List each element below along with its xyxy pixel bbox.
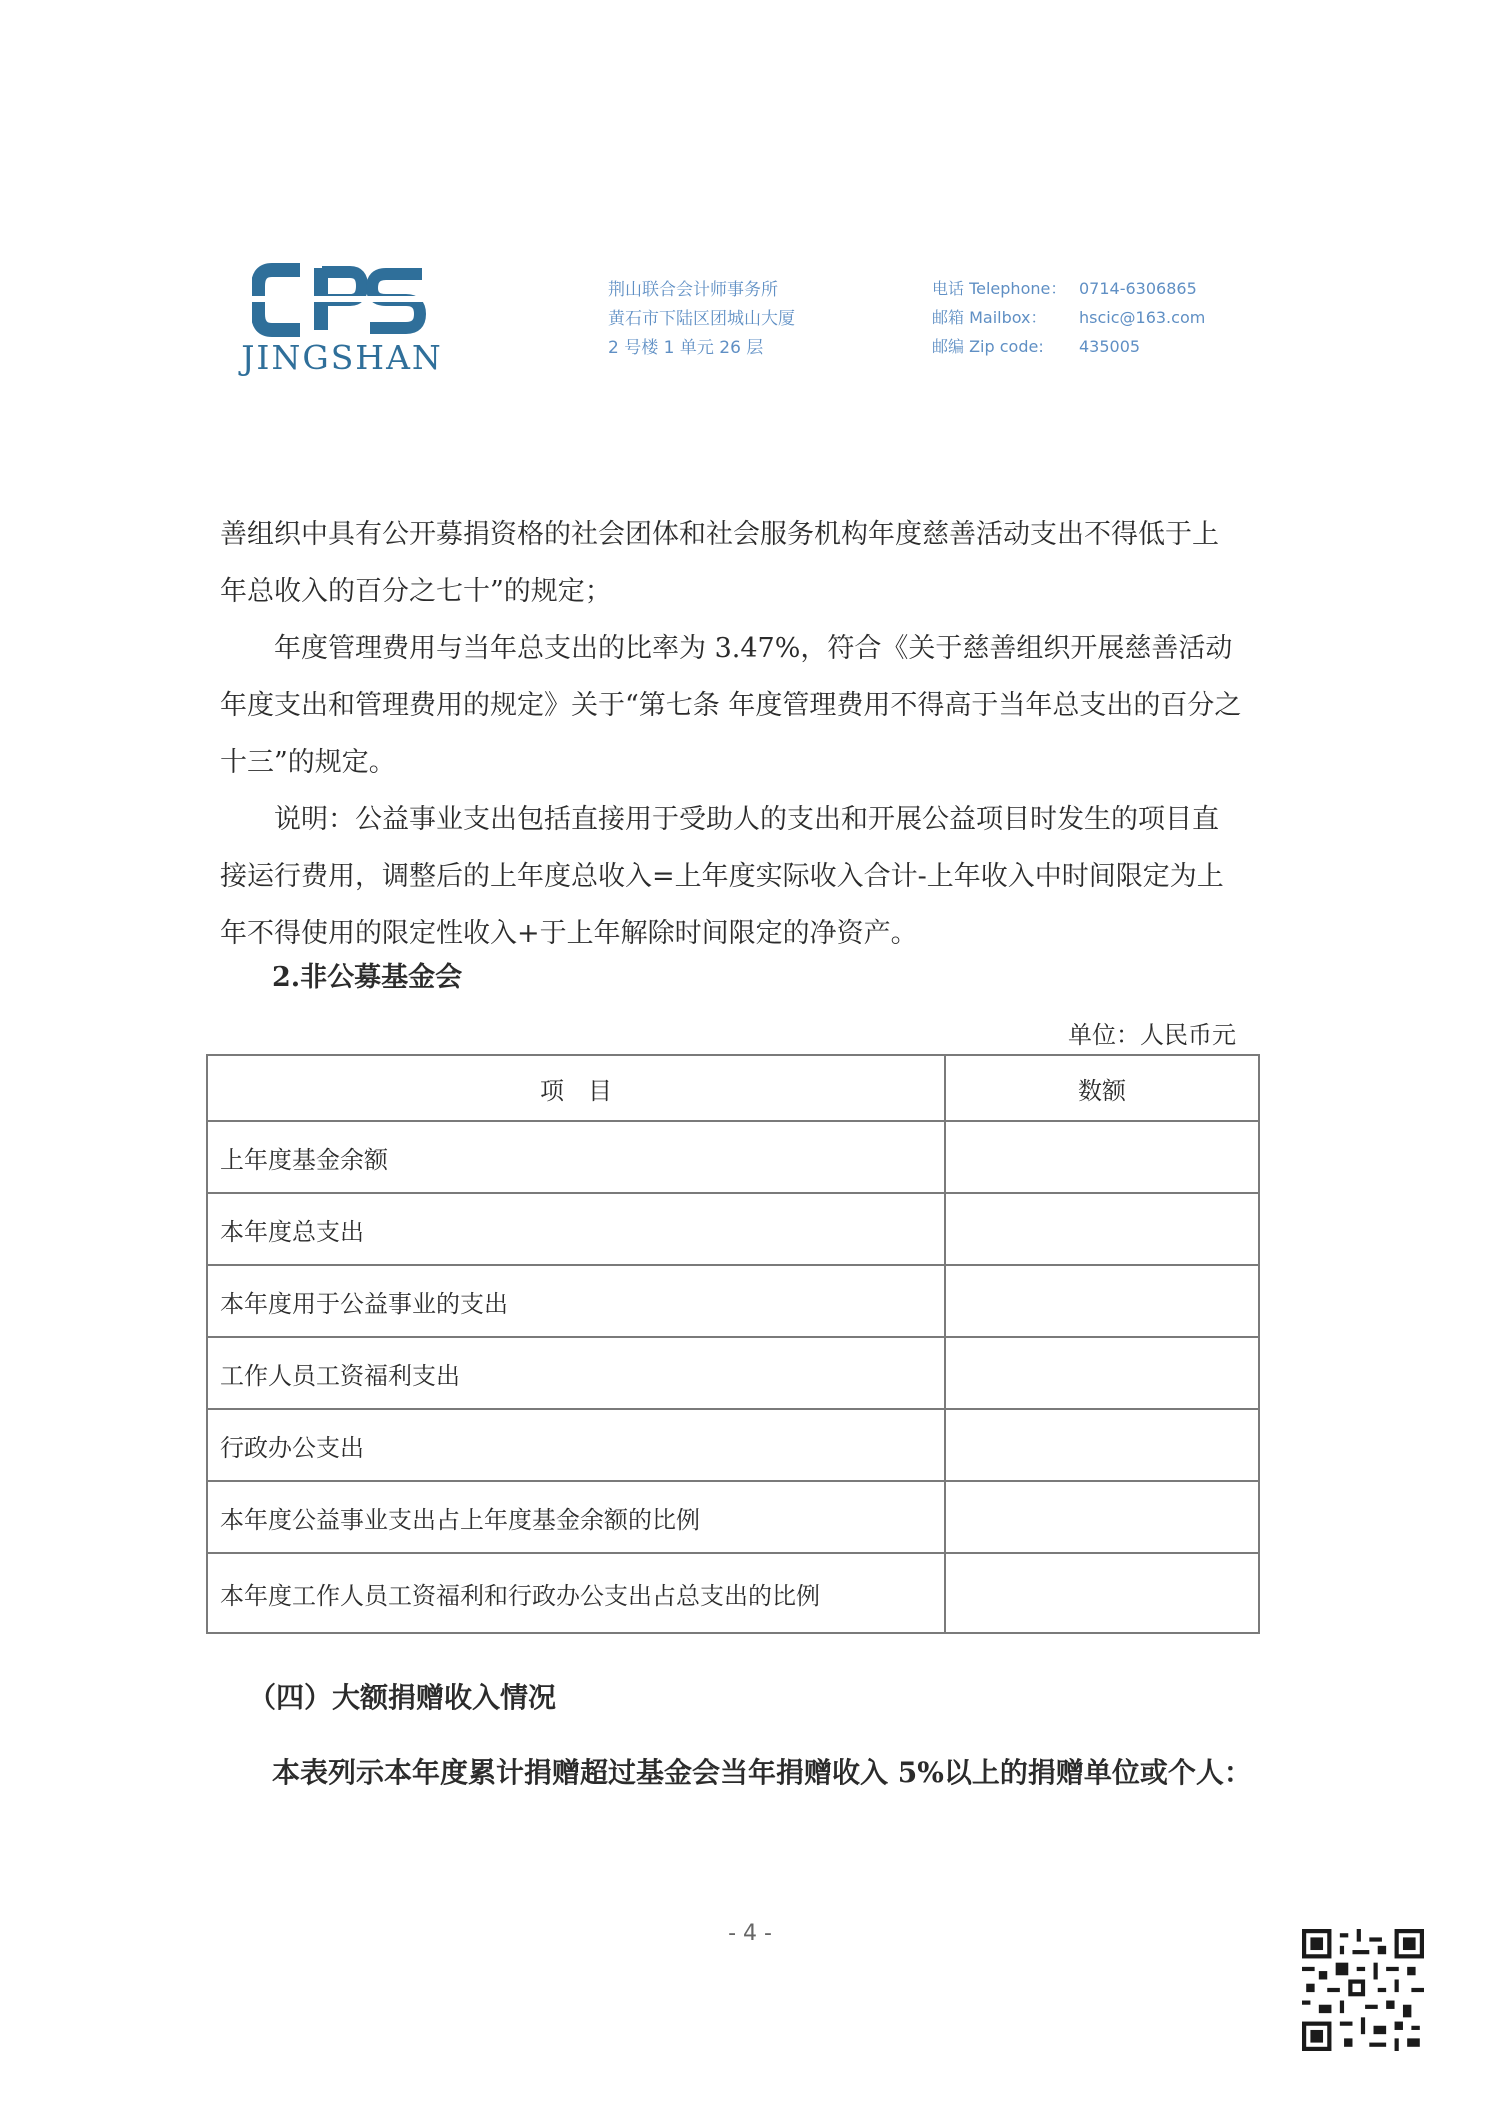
section-intro: 本表列示本年度累计捐赠超过基金会当年捐赠收入 5%以上的捐赠单位或个人： <box>272 1756 1252 1789</box>
firm-address <box>608 276 795 363</box>
column-header-item: 项 目 <box>207 1055 945 1121</box>
contact-value: hscic@163.com <box>1079 308 1206 327</box>
table-row <box>207 1409 1259 1481</box>
paragraph: 善组织中具有公开募捐资格的社会团体和社会服务机构年度慈善活动支出不得低于上年总收入的百分之七十”的规定； <box>220 519 1219 607</box>
unit-label: 单位：人民币元 <box>1068 1021 1236 1049</box>
contact-label: 邮箱 Mailbox： <box>932 308 1047 327</box>
cpa-logo-icon <box>252 262 432 338</box>
row-item: 本年度工作人员工资福利和行政办公支出占总支出的比例 <box>207 1553 945 1633</box>
contact-zip <box>932 332 1205 361</box>
table-row <box>207 1121 1259 1193</box>
table-row <box>207 1481 1259 1553</box>
contact-value: 435005 <box>1079 337 1141 356</box>
cpa-jingshan-logo <box>232 262 452 377</box>
row-item: 行政办公支出 <box>207 1409 945 1481</box>
row-item: 上年度基金余额 <box>207 1121 945 1193</box>
contact-label: 邮编 Zip code: <box>932 337 1044 356</box>
row-amount <box>945 1121 1259 1193</box>
firm-name: 荆山联合会计师事务所 <box>608 280 778 300</box>
row-item: 本年度总支出 <box>207 1193 945 1265</box>
table-row <box>207 1553 1259 1633</box>
paragraph: 年度管理费用与当年总支出的比率为 3.47%，符合《关于慈善组织开展慈善活动年度支出和管理费用的规定》关于“第七条 年度管理费用不得高于当年总支出的百分之十三”的规定。 <box>220 633 1242 778</box>
table-row <box>207 1337 1259 1409</box>
body-text <box>220 506 1242 962</box>
logo-wordmark: JINGSHAN <box>241 338 443 377</box>
row-item: 工作人员工资福利支出 <box>207 1337 945 1409</box>
table-header-row <box>207 1055 1259 1121</box>
row-item: 本年度用于公益事业的支出 <box>207 1265 945 1337</box>
non-public-foundation-table <box>206 1054 1260 1634</box>
row-amount <box>945 1481 1259 1553</box>
page-number: - 4 - <box>728 1921 772 1946</box>
contact-mailbox <box>932 303 1205 332</box>
address-line: 2 号楼 1 单元 26 层 <box>608 338 764 358</box>
address-line: 黄石市下陆区团城山大厦 <box>608 309 795 329</box>
table-row <box>207 1265 1259 1337</box>
contact-value: 0714-6306865 <box>1079 279 1197 298</box>
row-item: 本年度公益事业支出占上年度基金余额的比例 <box>207 1481 945 1553</box>
contact-label: 电话 Telephone： <box>932 279 1067 298</box>
row-amount <box>945 1337 1259 1409</box>
column-header-amount: 数额 <box>945 1055 1259 1121</box>
subsection-heading: 2.非公募基金会 <box>272 962 463 993</box>
contact-telephone <box>932 274 1205 303</box>
row-amount <box>945 1193 1259 1265</box>
contact-block <box>932 274 1205 361</box>
table-row <box>207 1193 1259 1265</box>
section-heading: （四）大额捐赠收入情况 <box>248 1681 557 1714</box>
row-amount <box>945 1409 1259 1481</box>
qr-code-icon <box>1302 1929 1424 2051</box>
paragraph: 说明：公益事业支出包括直接用于受助人的支出和开展公益项目时发生的项目直接运行费用，调整后的上年度总收入=上年度实际收入合计-上年收入中时间限定为上年不得使用的限定性收入+于上年解除时间限定的净资产。 <box>220 804 1224 949</box>
row-amount <box>945 1553 1259 1633</box>
row-amount <box>945 1265 1259 1337</box>
